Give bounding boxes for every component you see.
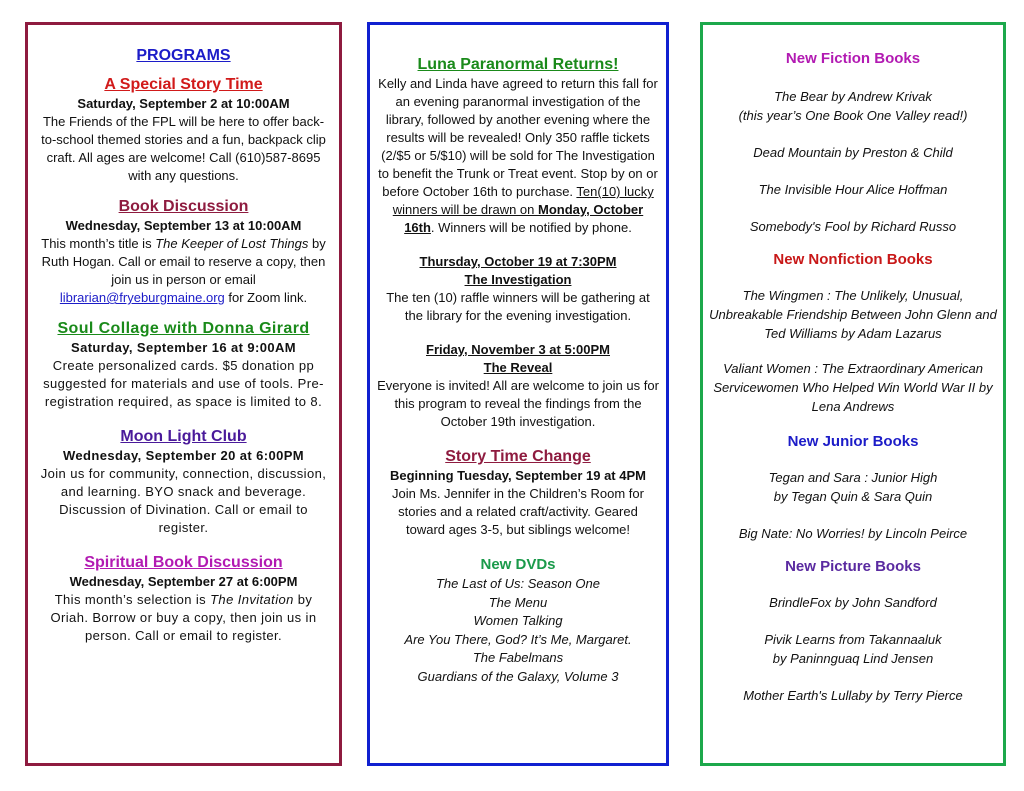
book-title: The Invitation: [210, 592, 294, 607]
events-panel: [367, 22, 669, 766]
dvd-item: Women Talking: [473, 613, 563, 628]
book-item: Pivik Learns from Takannaaluk: [764, 632, 942, 647]
event-moon-light-club: [36, 427, 331, 537]
event-story-time: [36, 75, 331, 185]
event-description: Create personalized cards. $5 donation pp suggested for materials and use of tools. Pre-registration required, as space is limited to 8.: [43, 358, 324, 409]
event-description: Everyone is invited! All are welcome to join us for this program to reveal the findings from the October 19th investigation.: [377, 378, 659, 429]
programs-title: PROGRAMS: [136, 47, 231, 64]
book-item: Dead Mountain by Preston & Child: [753, 145, 953, 160]
event-reveal: [377, 341, 659, 431]
dvd-item: Are You There, God? It’s Me, Margaret.: [404, 631, 632, 647]
book-item: BrindleFox by John Sandford: [769, 595, 937, 610]
section-title: New Junior Books: [787, 433, 919, 450]
event-title: Luna Paranormal Returns!: [417, 56, 619, 73]
book-item-author: by Paninnguaq Lind Jensen: [772, 651, 934, 666]
event-investigation: [377, 253, 659, 325]
junior-section: [709, 432, 997, 543]
section-title: New DVDs: [480, 556, 556, 573]
event-date: Beginning Tuesday, September 19 at 4PM: [390, 468, 646, 483]
new-dvds-section: [377, 555, 659, 686]
event-book-discussion: [36, 197, 331, 307]
event-description: This month’s selection is The Invitation by Oriah. Borrow or buy a copy, then join us in person. Call or email to register.: [50, 592, 317, 643]
event-date: Friday, November 3 at 5:00PM: [426, 342, 610, 357]
event-date: Saturday, September 16 at 9:00AM: [71, 340, 296, 355]
new-books-panel: [700, 22, 1006, 766]
book-item: Big Nate: No Worries! by Lincoln Peirce: [738, 526, 968, 541]
book-item: The Wingmen : The Unlikely, Unusual, Unbreakable Friendship Between John Glenn and Ted Williams by Adam Lazarus: [709, 288, 997, 341]
dvd-item: The Last of Us: Season One: [435, 576, 601, 591]
book-item-note: (this year’s One Book One Valley read!): [738, 108, 968, 123]
book-item: Somebody's Fool by Richard Russo: [749, 219, 957, 234]
book-item: Valiant Women : The Extraordinary American Servicewomen Who Helped Win World War II by Lena Andrews: [713, 361, 993, 414]
event-luna-paranormal: [377, 55, 659, 237]
event-story-time-change: [377, 447, 659, 539]
event-title: The Investigation: [464, 272, 572, 287]
book-item-author: by Tegan Quin & Sara Quin: [773, 489, 933, 504]
picture-books-section: [709, 557, 997, 705]
fiction-section: [709, 49, 997, 236]
event-date: Wednesday, September 13 at 10:00AM: [65, 218, 302, 233]
event-date: Thursday, October 19 at 7:30PM: [419, 254, 617, 269]
nonfiction-section: [709, 250, 997, 416]
event-description: This month’s title is The Keeper of Lost Things by Ruth Hogan. Call or email to reserve a copy, then join us in person or email librarian@fryeburgmaine.org for Zoom link.: [41, 236, 326, 305]
event-spiritual-book-discussion: [36, 553, 331, 645]
dvd-item: The Menu: [488, 594, 548, 610]
event-title: Moon Light Club: [120, 428, 247, 445]
event-title: Soul Collage with Donna Girard: [57, 320, 310, 337]
section-title: New Picture Books: [785, 558, 921, 575]
event-description: The ten (10) raffle winners will be gathering at the library for the evening investigation.: [386, 290, 650, 323]
section-title: New Nonfiction Books: [773, 251, 933, 268]
book-title: The Keeper of Lost Things: [155, 236, 309, 251]
event-description: Join us for community, connection, discussion, and learning. BYO snack and beverage. Discussion of Divination. Call or email to register.: [40, 466, 327, 535]
event-title: A Special Story Time: [104, 76, 263, 93]
event-soul-collage: [36, 319, 331, 411]
event-date: Saturday, September 2 at 10:00AM: [77, 96, 290, 111]
dvd-item: The Fabelmans: [472, 650, 564, 665]
book-item: Tegan and Sara : Junior High: [768, 470, 938, 485]
book-item: The Invisible Hour Alice Hoffman: [758, 182, 948, 197]
event-date: Wednesday, September 20 at 6:00PM: [62, 448, 305, 463]
event-title: Book Discussion: [118, 198, 249, 215]
section-title: New Fiction Books: [785, 50, 921, 67]
event-description: Join Ms. Jennifer in the Children’s Room for stories and a related craft/activity. Geared toward ages 3-5, but siblings welcome!: [392, 486, 644, 537]
event-title: Story Time Change: [445, 448, 591, 465]
event-date: Wednesday, September 27 at 6:00PM: [69, 574, 298, 589]
event-description: The Friends of the FPL will be here to offer back-to-school themed stories and a fun, backpack clip craft. All ages are welcome! Call (610)587-8695 with any questions.: [41, 114, 326, 183]
programs-panel: [25, 22, 342, 766]
event-title: The Reveal: [483, 360, 553, 375]
email-link[interactable]: librarian@fryeburgmaine.org: [59, 290, 225, 305]
dvd-item: Guardians of the Galaxy, Volume 3: [417, 668, 619, 684]
event-title: Spiritual Book Discussion: [84, 554, 283, 571]
event-description: Kelly and Linda have agreed to return this fall for an evening paranormal investigation of the library, followed by another evening where the results will be revealed! Only 350 raffle tickets (2/$5 or 5/$10) will be sold for The Investigation to benefit the Trunk or Treat event. Stop by on or before October 16th to purchase. Ten(10) lucky winners will be drawn on Monday, October 16th. Winners will be notified by phone.: [378, 76, 658, 235]
book-item: The Bear by Andrew Krivak: [774, 89, 932, 104]
book-item: Mother Earth's Lullaby by Terry Pierce: [743, 688, 963, 703]
